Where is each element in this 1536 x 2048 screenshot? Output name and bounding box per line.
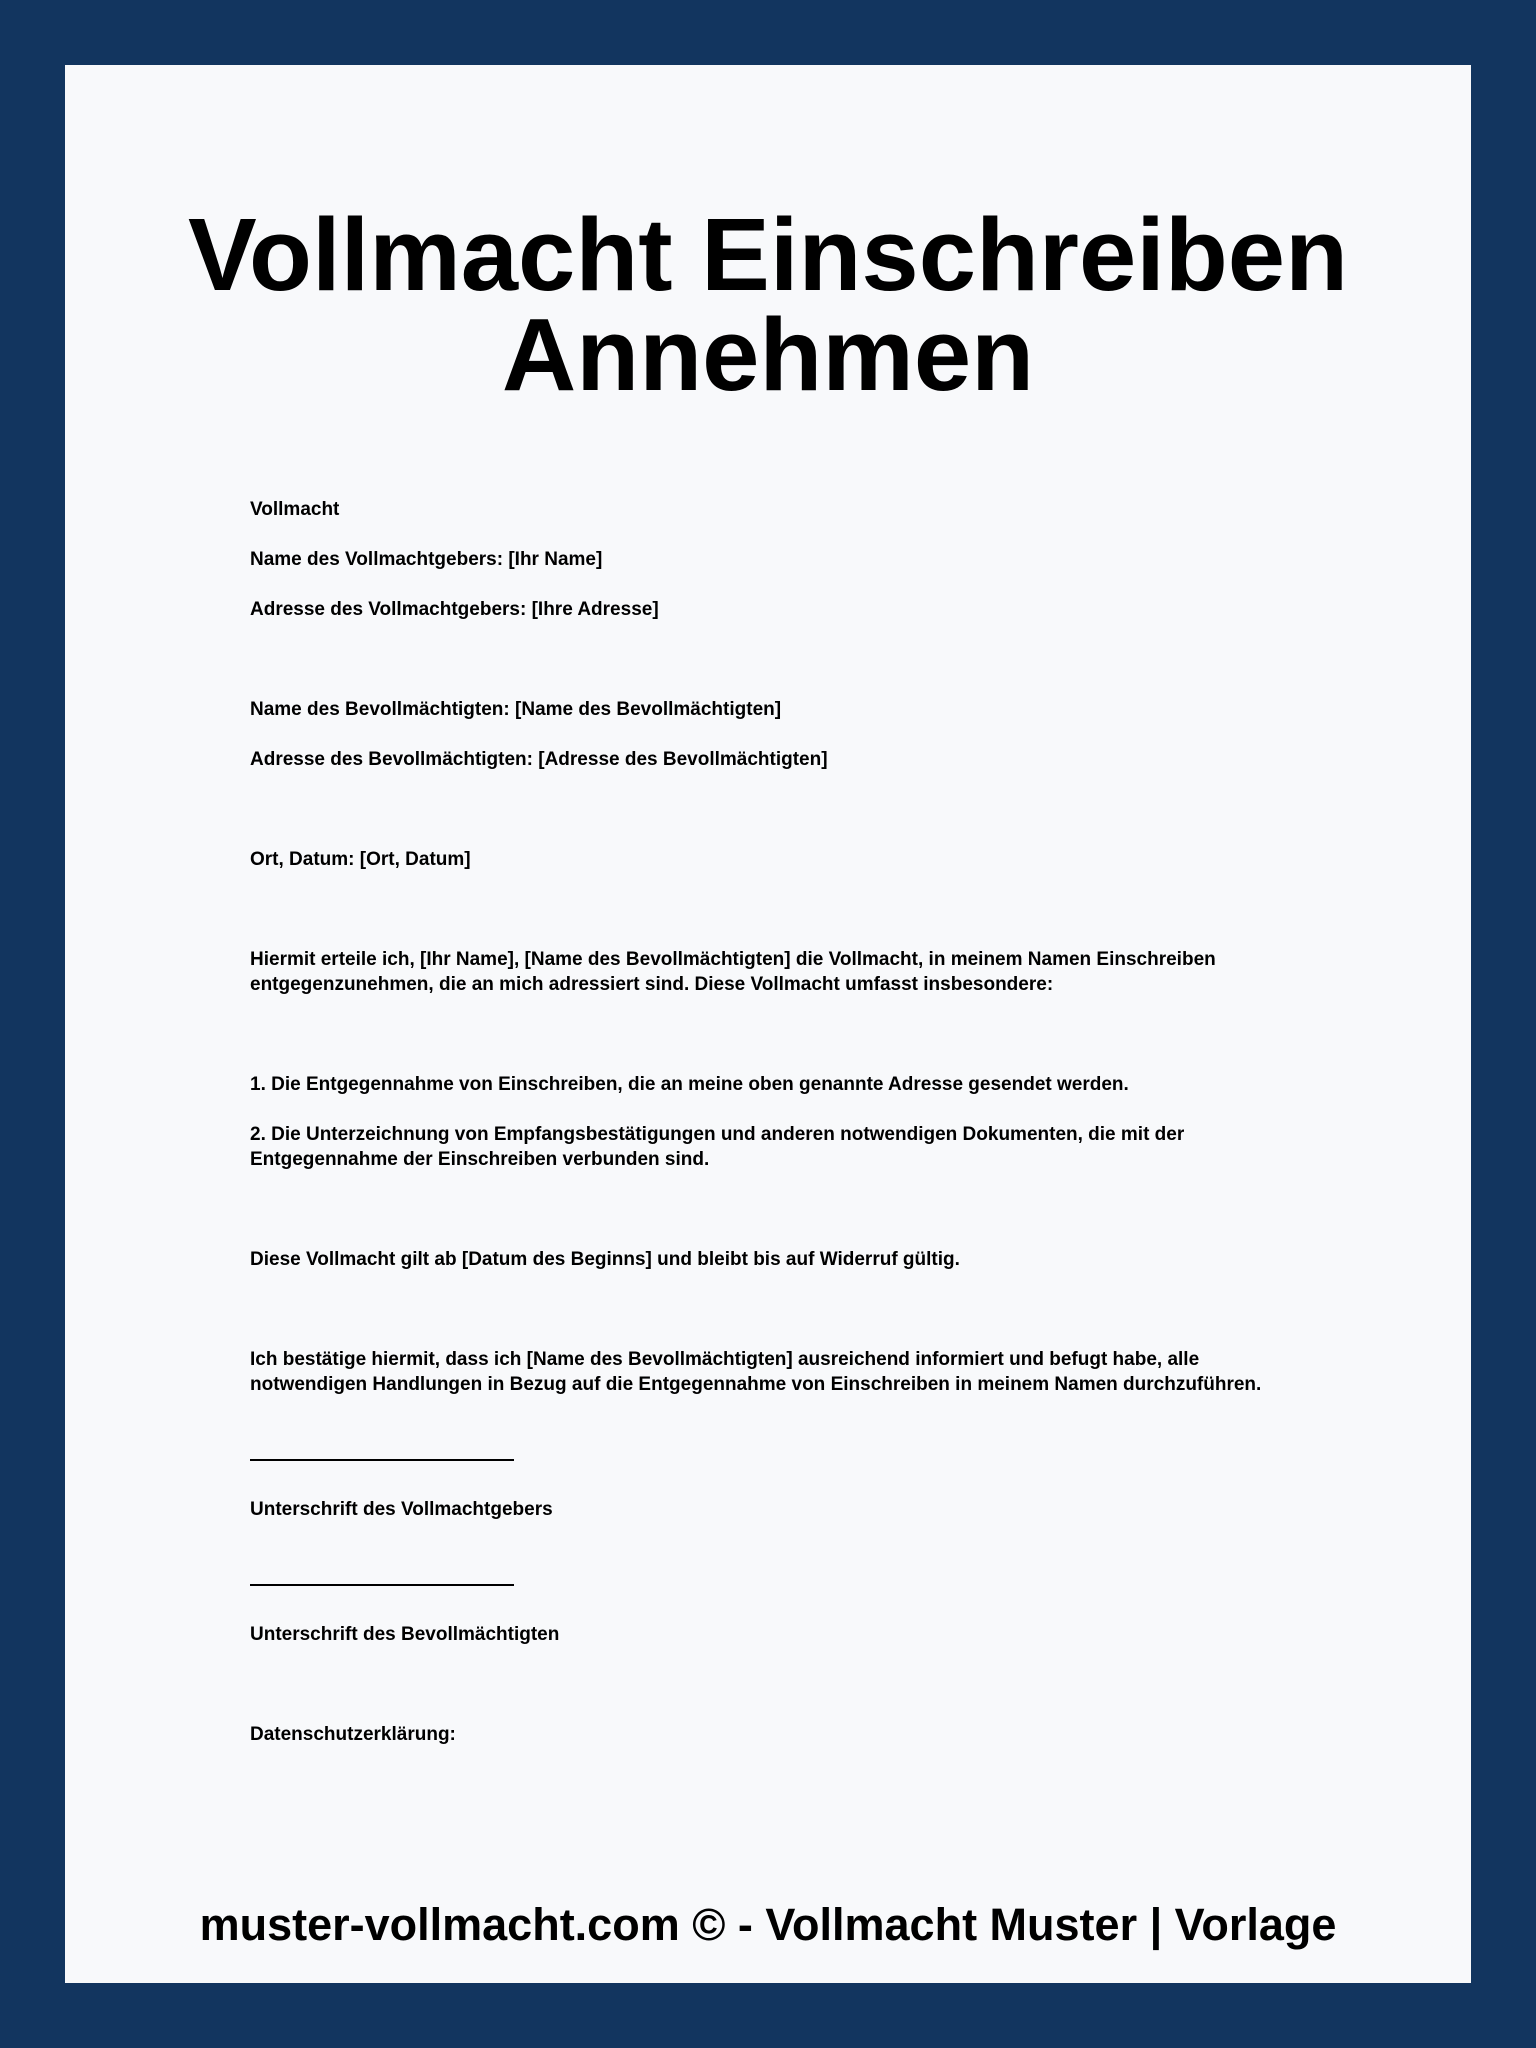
signature-line-grantor bbox=[250, 1459, 514, 1461]
footer-watermark: muster-vollmacht.com © - Vollmacht Muster | Vorlage bbox=[199, 1899, 1337, 1950]
grantor-name-field: Name des Vollmachtgebers: [Ihr Name] bbox=[250, 549, 603, 570]
intro-paragraph: Hiermit erteile ich, [Ihr Name], [Name des Bevollmächtigten] die Vollmacht, in meinem Namen Einschreiben entgegenzunehmen, die an mich adressiert sind. Diese Vollmacht umfasst insbesondere: bbox=[250, 949, 1216, 995]
spacer bbox=[250, 797, 1310, 822]
spacer bbox=[250, 1422, 1310, 1447]
signature-label-grantor: Unterschrift des Vollmachtgebers bbox=[250, 1499, 553, 1520]
title-line-2: Annehmen bbox=[501, 297, 1035, 412]
title-line-1: Vollmacht Einschreiben bbox=[187, 197, 1348, 312]
privacy-heading: Datenschutzerklärung: bbox=[250, 1724, 456, 1745]
grantor-address-field: Adresse des Vollmachtgebers: [Ihre Adresse] bbox=[250, 599, 659, 620]
document-title bbox=[65, 197, 1471, 412]
list-item: 1. Die Entgegennahme von Einschreiben, die an meine oben genannte Adresse gesendet werden. bbox=[250, 1074, 1129, 1095]
spacer bbox=[250, 897, 1310, 922]
spacer bbox=[250, 1672, 1310, 1697]
document-body bbox=[250, 497, 1310, 1772]
place-date-field: Ort, Datum: [Ort, Datum] bbox=[250, 849, 471, 870]
spacer bbox=[250, 1197, 1310, 1222]
confirmation-paragraph: Ich bestätige hiermit, dass ich [Name des Bevollmächtigten] ausreichend informiert und befugt habe, alle notwendigen Handlungen in Bezug auf die Entgegennahme von Einschreiben in meinem Namen durchzuführen. bbox=[250, 1349, 1262, 1395]
signature-line-agent bbox=[250, 1584, 514, 1586]
signature-label-agent: Unterschrift des Bevollmächtigten bbox=[250, 1624, 560, 1645]
section-heading: Vollmacht bbox=[250, 499, 340, 520]
list-item: 2. Die Unterzeichnung von Empfangsbestätigungen und anderen notwendigen Dokumenten, die mit der Entgegennahme der Einschreiben verbunden sind. bbox=[250, 1124, 1185, 1170]
document-page bbox=[65, 65, 1471, 1983]
spacer bbox=[250, 1547, 1310, 1572]
spacer bbox=[250, 647, 1310, 672]
validity-paragraph: Diese Vollmacht gilt ab [Datum des Beginns] und bleibt bis auf Widerruf gültig. bbox=[250, 1249, 960, 1270]
spacer bbox=[250, 1297, 1310, 1322]
spacer bbox=[250, 1022, 1310, 1047]
agent-address-field: Adresse des Bevollmächtigten: [Adresse des Bevollmächtigten] bbox=[250, 749, 828, 770]
agent-name-field: Name des Bevollmächtigten: [Name des Bevollmächtigten] bbox=[250, 699, 782, 720]
